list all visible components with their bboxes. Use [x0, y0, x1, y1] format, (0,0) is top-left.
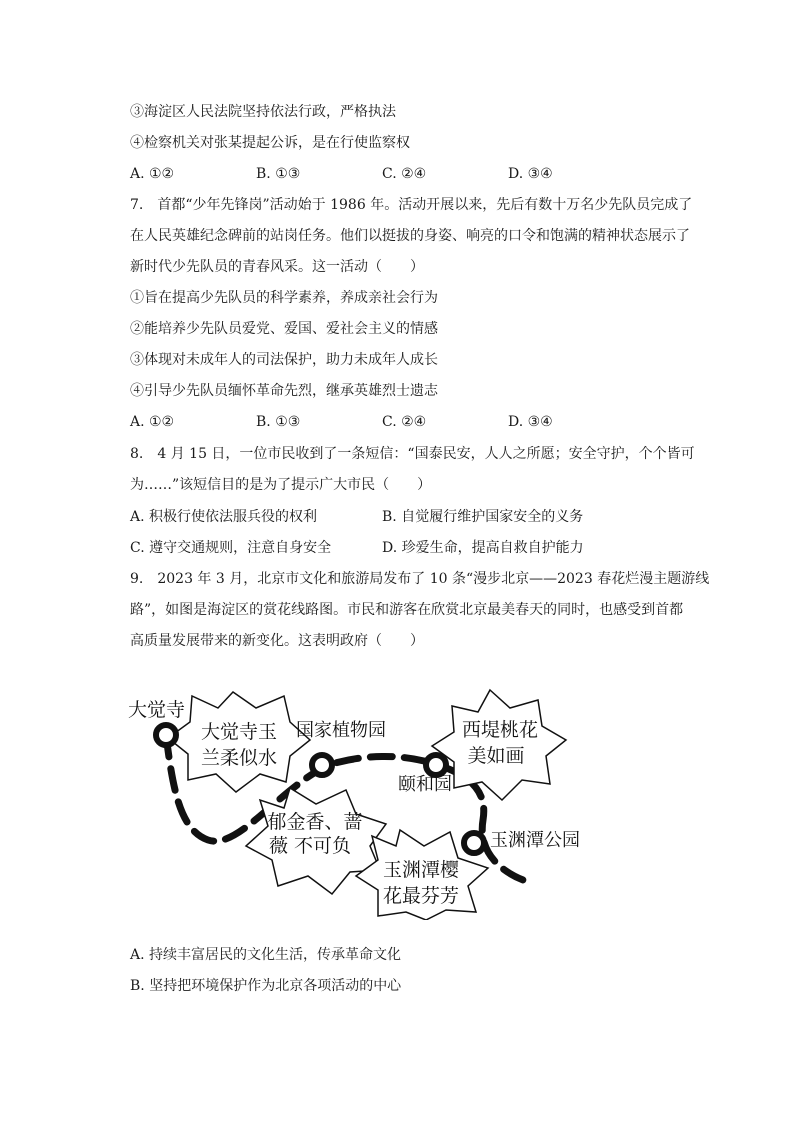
q8-option-d: D. 珍爱生命，提高自救自护能力: [382, 540, 584, 556]
q7-item-4: ④引导少先队员缅怀革命先烈，继承英雄烈士遗志: [130, 383, 438, 399]
q9-option-b: B. 坚持把环境保护作为北京各项活动的中心: [130, 978, 402, 994]
station-botanical-garden: [296, 720, 386, 775]
q8-option-b: B. 自觉履行维护国家安全的义务: [382, 509, 584, 525]
q6-item-4: ④检察机关对张某提起公诉，是在行使监察权: [130, 135, 410, 151]
bubble-3-line-1: 西堤桃花: [461, 719, 539, 741]
q9-stem-line-3: 高质量发展带来的新变化。这表明政府（ ）: [130, 633, 424, 649]
station-summer-palace-label: 颐和园: [398, 774, 452, 795]
q8-option-c: C. 遵守交通规则，注意自身安全: [130, 540, 332, 556]
q8-stem-line-2: 为……”该短信目的是为了提示广大市民（ ）: [130, 477, 432, 493]
q9-stem-line-2: 路”，如图是海淀区的赏花线路图。市民和游客在欣赏北京最美春天的同时，也感受到首都: [130, 602, 684, 618]
bubble-2-line-2: 薇 不可负: [268, 835, 352, 857]
q6-option-a: A. ①②: [130, 166, 175, 182]
q7-item-1: ①旨在提高少先队员的科学素养，养成亲社会行为: [130, 290, 438, 306]
bubble-west-dike-peach: [432, 690, 566, 800]
q9-stem-line-1: 9. 2023 年 3 月，北京市文化和旅游局发布了 10 条“漫步北京——2023 春花烂漫主题游线: [130, 571, 710, 587]
q6-option-b: B. ①③: [256, 166, 301, 182]
q7-stem-line-3: 新时代少先队员的青春风采。这一活动（ ）: [130, 259, 424, 275]
station-botanical-label: 国家植物园: [296, 720, 386, 741]
bubble-1-line-1: 大觉寺玉: [200, 721, 278, 743]
q9-option-a: A. 持续丰富居民的文化生活，传承革命文化: [130, 947, 402, 963]
q7-item-3: ③体现对未成年人的司法保护，助力未成年人成长: [130, 352, 438, 368]
q6-item-3: ③海淀区人民法院坚持依法行政，严格执法: [130, 104, 396, 120]
q8-stem-line-1: 8. 4 月 15 日，一位市民收到了一条短信：“国泰民安，人人之所愿；安全守护，个个皆可: [130, 446, 695, 462]
station-dajuesi-label: 大觉寺: [128, 699, 186, 721]
q7-option-c: C. ②④: [382, 414, 427, 430]
q7-option-a: A. ①②: [130, 414, 175, 430]
bubble-dajuesi-magnolia: [168, 692, 310, 792]
q6-option-c: C. ②④: [382, 166, 427, 182]
bubble-4-line-1: 玉渊潭樱: [382, 859, 460, 881]
q8-option-a: A. 积极行使依法服兵役的权利: [130, 509, 318, 525]
station-yuyuantan: [464, 830, 580, 853]
q7-item-2: ②能培养少先队员爱党、爱国、爱社会主义的情感: [130, 321, 438, 337]
station-yuyuantan-label: 玉渊潭公园: [490, 830, 580, 851]
bubble-1-line-2: 兰柔似水: [200, 747, 278, 769]
q7-option-b: B. ①③: [256, 414, 301, 430]
bubble-3-line-2: 美如画: [467, 745, 525, 767]
q7-stem-line-1: 7. 首都“少年先锋岗”活动始于 1986 年。活动开展以来，先后有数十万名少先队员完成了: [130, 197, 693, 213]
bubble-2-line-1: 郁金香、蔷: [267, 811, 363, 833]
q7-stem-line-2: 在人民英雄纪念碑前的站岗任务。他们以挺拔的身姿、响亮的口令和饱满的精神状态展示了: [130, 228, 690, 244]
q7-option-d: D. ③④: [508, 414, 553, 430]
q6-option-d: D. ③④: [508, 166, 553, 182]
flower-route-map: [118, 680, 608, 920]
bubble-4-line-2: 花最芬芳: [382, 885, 460, 907]
station-dajuesi: [128, 699, 185, 745]
